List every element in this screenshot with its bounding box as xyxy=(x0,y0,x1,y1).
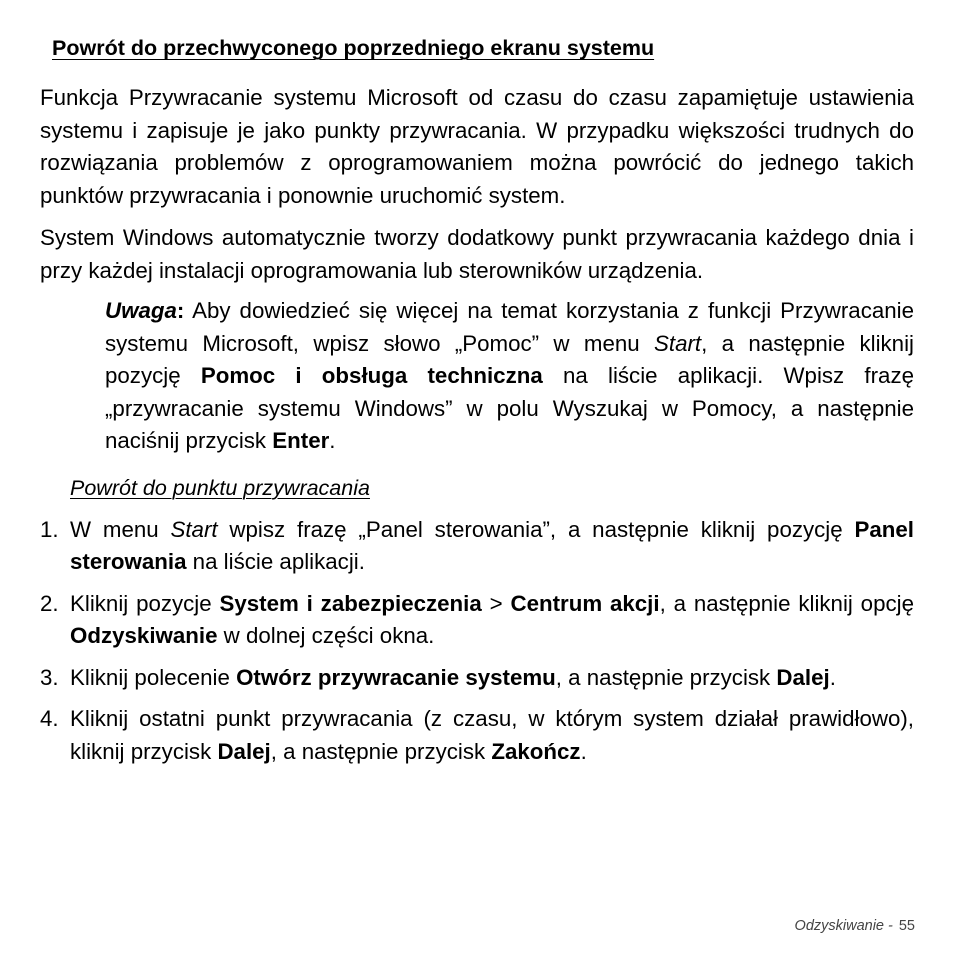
note-colon: : xyxy=(176,298,185,323)
step-number: 4. xyxy=(40,706,59,731)
step-number: 2. xyxy=(40,590,59,616)
note-text: . xyxy=(329,428,336,453)
steps-list xyxy=(40,514,914,769)
note-label: Uwaga xyxy=(105,298,177,323)
page-number: 55 xyxy=(898,918,915,934)
step-number: 3. xyxy=(40,664,59,690)
section-heading: Powrót do przechwyconego poprzedniego ekranu systemu xyxy=(52,36,655,60)
note-enter-key: Enter xyxy=(272,428,330,453)
note-text: , a następnie kliknij pozycję xyxy=(105,330,914,388)
intro-paragraph: Funkcja Przywracanie systemu Microsoft od czasu do czasu zapamiętuje ustawienia systemu i zapisuje je jako punkty przywracania. W przypadku większości trudnych do rozwiązania problemów z oprogramowaniem można powrócić do jednego takich punktów przywracania i ponownie uruchomić system. xyxy=(40,85,914,208)
subheading: Powrót do punktu przywracania xyxy=(70,475,370,500)
list-item: 4. Kliknij ostatni punkt przywracania (z czasu, w którym system działał prawidłowo), kliknij przycisk Dalej, a następnie przycisk Zakończ. xyxy=(40,703,914,768)
note-text: Aby dowiedzieć się więcej na temat korzystania z funkcji Przywracanie systemu Microsoft, wpisz słowo „Pomoc” w menu xyxy=(105,298,914,356)
step-number: 1. xyxy=(40,516,59,542)
list-item: 1. W menu Start wpisz frazę „Panel sterowania”, a następnie kliknij pozycję Panel sterowania na liście aplikacji. xyxy=(40,514,914,579)
footer-section: Odzyskiwanie - xyxy=(794,918,893,934)
note-start-menu: Start xyxy=(654,330,702,356)
note-help-support: Pomoc i obsługa techniczna xyxy=(200,363,543,388)
list-item: 3. Kliknij polecenie Otwórz przywracanie systemu, a następnie przycisk Dalej. xyxy=(40,662,914,695)
note-block xyxy=(105,295,914,458)
note-text: na liście aplikacji. Wpisz frazę „przywracanie systemu Windows” w polu Wyszukaj w Pomocy, a następnie naciśnij przycisk xyxy=(105,363,915,453)
document-page xyxy=(40,32,914,777)
page-footer xyxy=(795,918,915,934)
list-item: 2. Kliknij pozycje System i zabezpieczenia > Centrum akcji, a następnie kliknij opcję Odzyskiwanie w dolnej części okna. xyxy=(40,588,914,653)
auto-restore-paragraph: System Windows automatycznie tworzy dodatkowy punkt przywracania każdego dnia i przy każdej instalacji oprogramowania lub sterowników urządzenia. xyxy=(40,225,914,283)
